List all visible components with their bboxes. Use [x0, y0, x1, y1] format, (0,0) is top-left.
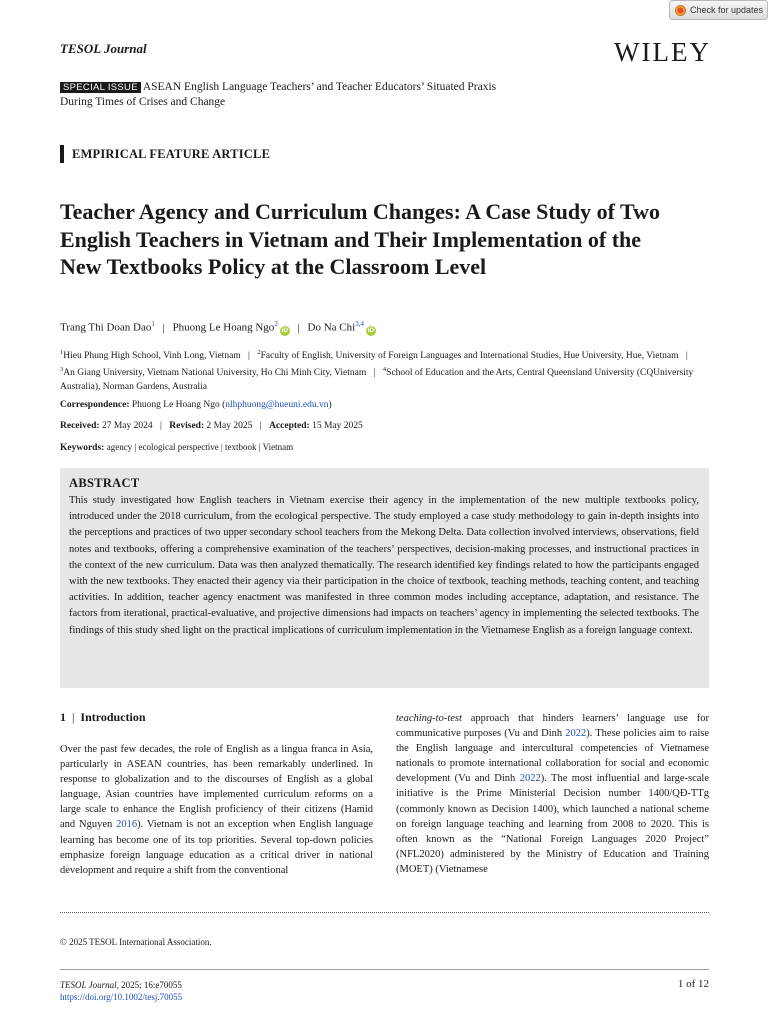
special-issue-banner — [60, 80, 500, 110]
affiliation-separator: | — [685, 351, 688, 362]
check-for-updates-label: Check for updates — [690, 5, 764, 15]
affiliation-text: Hieu Phung High School, Vinh Long, Vietnam — [63, 351, 241, 362]
journal-name: TESOL Journal — [60, 41, 147, 56]
received-date: 27 May 2024 — [101, 421, 153, 431]
affiliation-separator: | — [248, 351, 250, 362]
author-separator: | — [162, 321, 165, 334]
affiliations — [60, 346, 700, 394]
body-text: ). These policies aim to raise the English language and intercultural competencies of Vietnamese nationals to promote international collaboration for social and economic development (Vu and Dinh — [396, 728, 709, 785]
received-label: Received: — [60, 421, 100, 431]
affiliation-separator: | — [373, 368, 376, 379]
footer-citation — [60, 979, 182, 1003]
footer-volume: 2025; 16:e70055 — [118, 980, 182, 990]
article-title: Teacher Agency and Curriculum Changes: A Case Study of Two English Teachers in Vietnam and Their Implementation of the New Textbooks Policy at the Classroom Level — [60, 199, 660, 279]
affiliation-number: 3 — [60, 366, 64, 374]
crossmark-icon — [675, 5, 686, 16]
copyright-notice: © 2025 TESOL International Association. — [60, 937, 212, 947]
author-affiliation-ref[interactable]: 3,4 — [355, 320, 364, 328]
section-separator: | — [72, 710, 75, 724]
footnote-divider — [60, 912, 709, 913]
citation-link[interactable]: 2022 — [565, 728, 587, 740]
section-heading-introduction — [60, 710, 146, 725]
affiliation-number: 4 — [382, 366, 387, 374]
abstract-heading: ABSTRACT — [69, 476, 140, 490]
abstract-box — [60, 468, 709, 688]
keywords-label: Keywords: — [60, 443, 105, 453]
abstract-text: This study investigated how English teachers in Vietnam exercise their agency in the implementation of the new multiple textbooks policy, introduced under the 2018 curriculum, from the ecological perspective. The study employed a case study methodology to gain in-depth insights into the perceptions and practices of two upper secondary school teachers from the Mekong Delta. Data collection involved interviews, observations, field notes and textbooks, offering a comprehensive examination of the teachers’ perspectives, decision-making processes, and instructional practices in the context of the new curriculum. Data was then analyzed thematically. The research identified key findings related to how the participants engaged with the new textbooks. They enacted their agency via their participation in the choice of textbook, teaching methods, teaching content, and teaching activities. In addition, teacher agency enactment was manifested in three common modes including acceptance, adaptation, and resistance. The factors from iterational, practical-evaluative, and projective dimensions had impacts on teachers’ agency in implementing the selected textbooks. The findings of this study shed light on the practical implications of curriculum implementation in the Vietnamese English as a foreign language context. — [69, 495, 699, 636]
correspondence-name: Phuong Le Hoang Ngo ( — [131, 400, 226, 410]
correspondence-email-link[interactable]: nlhphuong@hueuni.edu.vn — [225, 400, 329, 410]
body-text: Over the past few decades, the role of English as a lingua franca in Asia, particularly in ASEAN countries, has been remarkably underlined. In response to globalization and to the discourses of English as a global language, Asian countries have implemented curriculum reforms on a large scale to enhance the English proficiency of their citizens (Hamid and Nguyen — [60, 744, 373, 831]
affiliation-text: Faculty of English, University of Foreign Languages and International Studies, Hue University, Hue, Vietnam — [260, 351, 679, 362]
accepted-date: 15 May 2025 — [312, 421, 363, 431]
special-issue-text: ASEAN English Language Teachers’ and Teacher Educators’ Situated Praxis During Times of Crises and Change — [60, 81, 497, 108]
article-dates — [60, 420, 700, 433]
author-name[interactable]: Trang Thi Doan Dao — [60, 321, 152, 334]
author-separator: | — [297, 321, 300, 334]
author-affiliation-ref[interactable]: 2 — [274, 320, 278, 328]
affiliation-number: 1 — [60, 349, 64, 356]
body-text-italic: teaching-to-test — [396, 713, 462, 724]
footer-divider — [60, 969, 709, 970]
author-list — [60, 317, 700, 336]
section-number: 1 — [60, 710, 66, 724]
doi-link[interactable]: https://doi.org/10.1002/tesj.70055 — [60, 992, 183, 1002]
orcid-icon[interactable]: iD — [367, 326, 375, 334]
keywords-list: agency | ecological perspective | textbook | Vietnam — [106, 442, 294, 452]
correspondence — [60, 399, 700, 412]
orcid-icon[interactable]: iD — [281, 326, 289, 334]
page-number: 1 of 12 — [677, 978, 709, 990]
body-text: ). Vietnam is not an exception when English language learning has become one of its top priorities. Several top-down policies emphasize foreign language education as a critical driver in national development and require a shift from the conventional — [60, 819, 373, 876]
publisher-logo: WILEY — [614, 37, 711, 67]
accepted-label: Accepted: — [269, 421, 310, 431]
article-type-label: EMPIRICAL FEATURE ARTICLE — [60, 145, 270, 163]
citation-link[interactable]: 2022 — [519, 773, 541, 785]
keywords — [60, 441, 700, 455]
date-separator: | — [160, 421, 162, 431]
revised-date: 2 May 2025 — [206, 421, 253, 431]
correspondence-label: Correspondence: — [60, 400, 130, 410]
citation-link[interactable]: 2016 — [116, 819, 138, 831]
special-issue-tag: SPECIAL ISSUE — [60, 82, 141, 93]
author-affiliation-ref[interactable]: 1 — [151, 320, 155, 328]
section-title: Introduction — [80, 710, 146, 724]
body-text: ). The most influential and large-scale initiative is the Prime Ministerial Decision number 1400/QĐ-TTg (commonly known as Decision 1400), which launched a national scheme on foreign language teaching and learning from 2008 to 2020. This is often known as the “National Foreign Languages 2020 Project” (NFL2020) administered by the Ministry of Education and Training (MOET) (Vietnamese — [396, 773, 709, 875]
correspondence-close: ) — [328, 400, 332, 410]
body-column-right — [396, 711, 709, 877]
body-column-left — [60, 742, 373, 878]
revised-label: Revised: — [169, 421, 205, 431]
author-name[interactable]: Do Na Chi — [307, 321, 356, 334]
affiliation-text: School of Education and the Arts, Central Queensland University (CQUniversity Australia), Norman Gardens, Australia — [60, 368, 694, 393]
date-separator: | — [259, 421, 262, 431]
body-text: approach that hinders learners’ language use for communicative purposes (Vu and Dinh — [396, 713, 709, 740]
footer-journal: TESOL Journal, — [60, 980, 119, 990]
affiliation-text: An Giang University, Vietnam National University, Ho Chi Minh City, Vietnam — [63, 368, 367, 379]
check-for-updates-button[interactable] — [669, 0, 768, 20]
affiliation-number: 2 — [257, 349, 261, 356]
author-name[interactable]: Phuong Le Hoang Ngo — [172, 321, 275, 334]
